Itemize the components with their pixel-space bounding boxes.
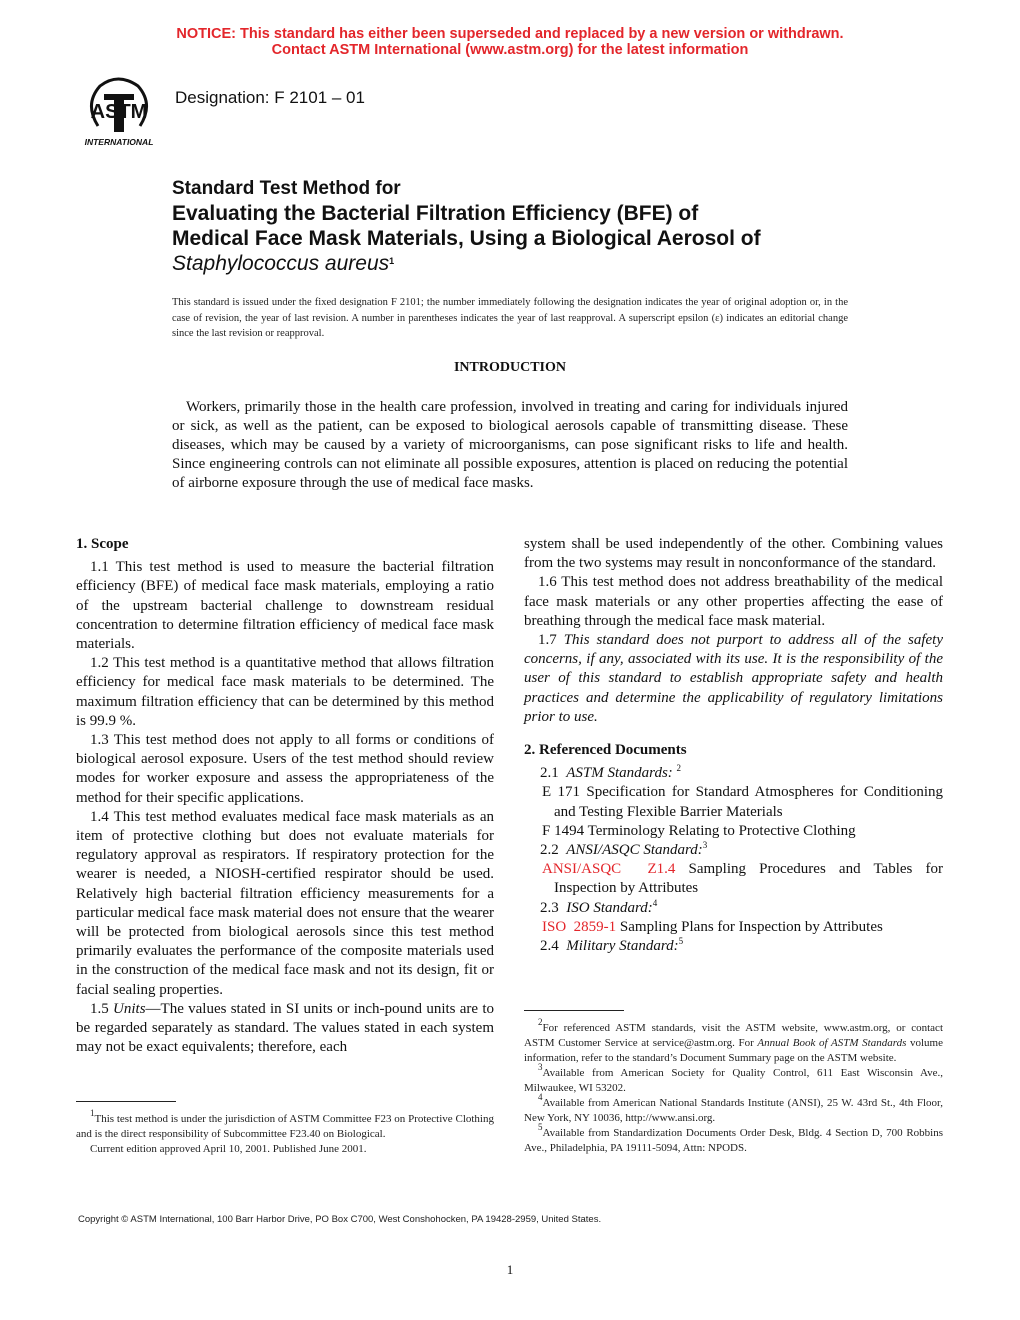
ref-e171-text: Specification for Standard Atmospheres for Conditioning and Testing Flexible Barrier Materials — [554, 784, 943, 820]
referenced-documents-heading: 2. Referenced Documents — [524, 742, 687, 759]
section-2-3-label: ISO Standard: — [566, 899, 653, 916]
section-1-5-text: —The values stated in SI units or inch-pound units are to be regarded separately as standard. The values stated in each system may not be exact equivalents; therefore, each — [76, 1000, 495, 1056]
footnote-rule-left — [76, 1101, 176, 1102]
introduction-paragraph: Workers, primarily those in the health care profession, involved in treating and caring for individuals injured or sick, as well as the patient, can be exposed to biological aerosols capable of transmitting disease. These diseases, which may be caused by a variety of microorganisms, can pose significant risks to life and health. Since engineering controls can not eliminate all possible exposures, attention is placed on reducing the potential of airborne exposure through the use of medical face masks. — [172, 399, 848, 491]
footnote-5-mark: 5 — [538, 1122, 543, 1132]
section-2-3 — [524, 899, 943, 918]
astm-logo-icon — [78, 74, 160, 150]
footnote-2-text-a: For referenced ASTM standards, visit the ASTM website, www.astm.org, or contact ASTM Customer Service at service@astm.org. For — [524, 1022, 943, 1049]
section-1-7-text: This standard does not purport to address all of the safety concerns, if any, associated with its use. It is the responsibility of the user of this standard to establish appropriate safety and health practices and determine the applicability of regulatory limitations prior to use. — [524, 632, 944, 725]
footnote-ref-2[interactable]: 2 — [676, 763, 682, 774]
title-line-4 — [172, 251, 932, 276]
title-species: Staphylococcus aureus — [172, 252, 390, 275]
footnote-3-mark: 3 — [538, 1062, 543, 1072]
footnote-4-mark: 4 — [538, 1092, 543, 1102]
ref-2859-link[interactable]: 2859-1 — [573, 918, 617, 935]
right-column — [524, 535, 943, 956]
ref-ansi-link[interactable]: ANSI/ASQC — [542, 861, 622, 878]
section-2-1-number: 2.1 — [540, 765, 559, 782]
section-1-4: 1.4 This test method evaluates medical face mask materials as an item of protective clothing but does not evaluate materials for regulatory approval as respirators. If respiratory protection for the wearer is needed, a NIOSH-certified respirator should be used. Relatively high bacterial filtration efficiency measurements for a particular medical face mask material does not ensure that the wearer will be protected from biological aerosols since this test method primarily evaluates the performance of the composite materials used in the construction of the medical face mask and not its design, fit or facial sealing properties. — [76, 808, 494, 998]
footnotes-left — [76, 1108, 494, 1157]
referenced-documents-list — [524, 764, 943, 956]
copyright-line: Copyright © ASTM International, 100 Barr Harbor Drive, PO Box C700, West Conshohocken, PA 19428-2959, United States. — [78, 1214, 602, 1225]
footnote-2-text-b: volume information, refer to the standard’s Document Summary page on the ASTM website. — [524, 1037, 943, 1064]
title-line-1: Standard Test Method for — [172, 178, 401, 199]
section-2-4 — [524, 937, 943, 956]
ref-f1494-text: Terminology Relating to Protective Clothing — [587, 822, 856, 839]
footnote-5 — [524, 1122, 943, 1156]
footnote-1-edition: Current edition approved April 10, 2001. Published June 2001. — [90, 1143, 367, 1155]
footnote-5-text: Available from Standardization Documents Order Desk, Bldg. 4 Section D, 700 Robbins Ave., Philadelphia, PA 19111-5094, Attn: NPODS. — [524, 1127, 943, 1154]
withdrawal-notice — [0, 26, 1020, 58]
logo-text: ASTM — [90, 101, 148, 123]
title-line-2: Evaluating the Bacterial Filtration Efficiency (BFE) of — [172, 202, 699, 225]
footnote-2-italic: Annual Book of ASTM Standards — [757, 1037, 907, 1049]
footnote-2-mark: 2 — [538, 1017, 543, 1027]
ref-e171 — [524, 783, 943, 821]
notice-line-1: NOTICE: This standard has either been superseded and replaced by a new version or withdrawn. — [176, 26, 844, 42]
ref-f1494 — [524, 822, 943, 841]
scope-heading: 1. Scope — [76, 536, 129, 552]
introduction-heading: INTRODUCTION — [453, 360, 566, 375]
footnote-1-text: This test method is under the jurisdiction of ASTM Committee F23 on Protective Clothing and is the direct responsibility of Subcommittee F23.40 on Biological. — [76, 1113, 494, 1140]
footnote-ref-4[interactable]: 4 — [652, 897, 658, 908]
section-1-3: 1.3 This test method does not apply to all forms or conditions of biological aerosol exposure. Users of the test method should review modes for worker exposure and assess the appropriateness of the method for their specific applications. — [76, 732, 494, 806]
section-2-2-label: ANSI/ASQC Standard: — [566, 842, 703, 859]
section-1-5-label: Units — [113, 1000, 146, 1017]
footnote-3 — [524, 1062, 943, 1096]
footnote-1-mark: 1 — [90, 1108, 95, 1118]
section-2-3-number: 2.3 — [540, 899, 559, 916]
footnote-4-text: Available from American National Standards Institute (ANSI), 25 W. 43rd St., 4th Floor, New York, NY 10036, http://www.ansi.org. — [524, 1097, 943, 1124]
section-2-1 — [524, 764, 943, 783]
notice-line-2: Contact ASTM International (www.astm.org) for the latest information — [271, 42, 749, 58]
footnotes-right — [524, 1017, 943, 1156]
astm-logo — [78, 74, 160, 150]
footnote-1 — [76, 1108, 494, 1142]
ref-iso-link[interactable]: ISO — [542, 918, 567, 935]
section-2-2 — [524, 841, 943, 860]
footnote-2 — [524, 1017, 943, 1066]
ref-iso-text: Sampling Plans for Inspection by Attributes — [619, 918, 883, 935]
section-2-2-number: 2.2 — [540, 842, 559, 859]
ref-z14-link[interactable]: Z1.4 — [647, 861, 676, 878]
section-1-5 — [76, 1000, 494, 1058]
title-line-3: Medical Face Mask Materials, Using a Biological Aerosol of — [172, 227, 761, 250]
issue-note: This standard is issued under the fixed designation F 2101; the number immediately following the designation indicates the year of original adoption or, in the case of revision, the year of last revision. A number in parentheses indicates the year of last reapproval. A superscript epsilon (ε) indicates an editorial change since the last revision or reapproval. — [172, 297, 848, 339]
ref-z14-text: Sampling Procedures and Tables for Inspection by Attributes — [554, 861, 944, 897]
section-2-4-number: 2.4 — [540, 938, 559, 955]
designation: Designation: F 2101 – 01 — [175, 88, 365, 107]
title-footnote-mark: 1 — [389, 256, 395, 266]
section-1-2: 1.2 This test method is a quantitative method that allows filtration efficiency for medical face mask materials to be determined. The maximum filtration efficiency that can be determined by this method is 99.9 %. — [76, 655, 494, 729]
ref-e171-code: E 171 — [542, 784, 581, 801]
ref-iso-2859 — [524, 918, 943, 937]
section-1-1: 1.1 This test method is used to measure the bacterial filtration efficiency (BFE) of medical face mask materials, employing a ratio of the upstream bacterial challenge to downstream residual concentration to determine filtration efficiency of medical face mask materials. — [76, 559, 494, 653]
section-1-7 — [524, 631, 943, 727]
section-1-5-continued: system shall be used independently of the other. Combining values from the two systems may result in nonconformance of the standard. — [524, 536, 943, 572]
logo-subtitle: INTERNATIONAL — [84, 137, 154, 147]
left-column — [76, 535, 494, 1057]
page-number: 1 — [506, 1262, 514, 1277]
section-2-1-label: ASTM Standards: — [566, 765, 673, 782]
footnote-3-text: Available from American Society for Quality Control, 611 East Wisconsin Ave., Milwaukee, WI 53202. — [524, 1067, 943, 1094]
section-1-7-number: 1.7 — [538, 632, 557, 649]
section-1-5-number: 1.5 — [90, 1000, 109, 1017]
section-2-4-label: Military Standard: — [566, 938, 679, 955]
ref-ansi-z14 — [524, 860, 943, 898]
footnote-rule-right — [524, 1010, 624, 1011]
section-1-6: 1.6 This test method does not address breathability of the medical face mask materials or any other properties affecting the ease of breathing through the medical face mask material. — [524, 574, 943, 629]
footnote-ref-3[interactable]: 3 — [702, 840, 708, 851]
ref-f1494-code: F 1494 — [542, 822, 585, 839]
footnote-4 — [524, 1092, 943, 1126]
document-title — [172, 176, 932, 276]
footnote-ref-5[interactable]: 5 — [678, 936, 684, 947]
